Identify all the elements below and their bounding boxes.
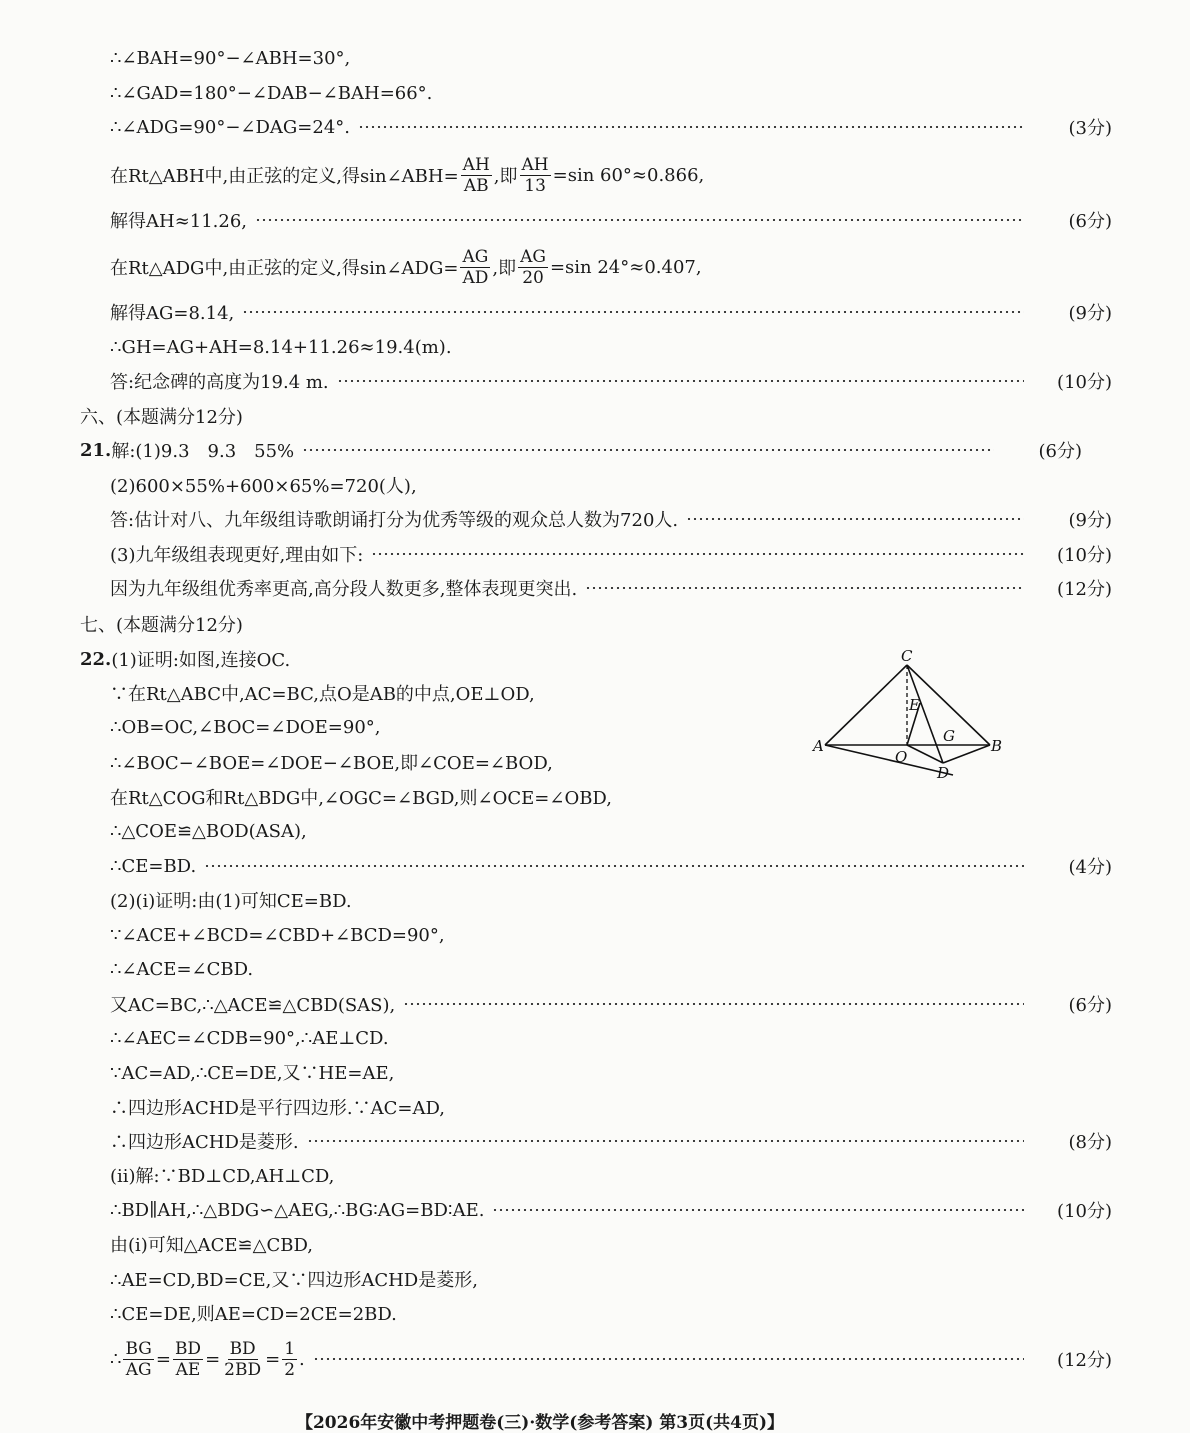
label-c: C bbox=[901, 647, 913, 665]
line-2: ∴∠GAD=180°−∠DAB−∠BAH=66°. bbox=[110, 82, 433, 104]
score-label: (12分) bbox=[1057, 579, 1112, 600]
leader-dots bbox=[255, 219, 1024, 221]
line-8: ∴GH=AG+AH=8.14+11.26≈19.4(m). bbox=[110, 336, 452, 358]
score-label: (6分) bbox=[1068, 211, 1112, 232]
line-31: ∴四边形ACHD是菱形. (8分) bbox=[0, 1124, 1190, 1158]
score-label: (10分) bbox=[1057, 545, 1112, 566]
line-20: ∴∠BOC−∠BOE=∠DOE−∠BOE,即∠COE=∠BOD, bbox=[110, 753, 553, 774]
line-7: 解得AG=8.14, (9分) bbox=[0, 295, 1190, 329]
score-label: (10分) bbox=[1057, 1201, 1112, 1222]
line-26: ∴∠ACE=∠CBD. bbox=[110, 958, 254, 980]
line-29: ∵AC=AD,∴CE=DE,又∵HE=AE, bbox=[110, 1063, 395, 1084]
leader-dots bbox=[337, 380, 1024, 382]
line-3: ∴∠ADG=90°−∠DAG=24°. (3分) bbox=[0, 110, 1190, 144]
line-23: ∴CE=BD. (4分) bbox=[0, 849, 1190, 883]
line-36: ∴CE=DE,则AE=CD=2CE=2BD. bbox=[110, 1304, 397, 1325]
line-5: 解得AH≈11.26, (6分) bbox=[0, 203, 1190, 237]
segment-ad bbox=[825, 745, 953, 775]
line-14: (3)九年级组表现更好,理由如下: (10分) bbox=[0, 537, 1190, 571]
line-19: ∴OB=OC,∠BOC=∠DOE=90°, bbox=[110, 716, 381, 738]
leader-dots bbox=[686, 518, 1024, 520]
line-30: ∴四边形ACHD是平行四边形.∵AC=AD, bbox=[110, 1098, 445, 1119]
line-28: ∴∠AEC=∠CDB=90°,∴AE⊥CD. bbox=[110, 1027, 389, 1049]
label-e: E bbox=[909, 696, 920, 714]
score-label: (10分) bbox=[1057, 372, 1112, 393]
line-15: 因为九年级组优秀率更高,高分段人数更多,整体表现更突出. (12分) bbox=[0, 571, 1190, 605]
leader-dots bbox=[313, 1358, 1024, 1360]
geometry-figure bbox=[805, 645, 1010, 785]
leader-dots bbox=[307, 1140, 1024, 1142]
leader-dots bbox=[403, 1003, 1024, 1005]
score-label: (6分) bbox=[1068, 995, 1112, 1016]
line-4: 在Rt△ABH中,由正弦的定义,得sin∠ABH= $\frac{AH}{AB}$ ,即 $\frac{AH}{13}$ =sin 60°≈0.866, bbox=[110, 154, 705, 196]
label-d: D bbox=[937, 764, 950, 782]
score-label: (3分) bbox=[1068, 118, 1112, 139]
score-label: (12分) bbox=[1057, 1350, 1112, 1371]
leader-dots bbox=[492, 1209, 1024, 1211]
segment-ac bbox=[825, 665, 907, 745]
line-32: (ⅱ)解:∵BD⊥CD,AH⊥CD, bbox=[110, 1166, 335, 1187]
segment-bd bbox=[943, 745, 990, 763]
line-6: 在Rt△ADG中,由正弦的定义,得sin∠ADG= $\frac{AG}{AD}$ ,即 $\frac{AG}{20}$ =sin 24°≈0.407, bbox=[110, 246, 702, 288]
fraction: $\frac{AH}{AB}$ bbox=[462, 154, 490, 196]
page-footer: 【2026年安徽中考押题卷(三)·数学(参考答案) 第3页(共4页)】 bbox=[295, 1413, 785, 1433]
line-34: 由(ⅰ)可知△ACE≌△CBD, bbox=[110, 1235, 313, 1256]
score-label: (9分) bbox=[1068, 510, 1112, 531]
line-13: 答:估计对八、九年级组诗歌朗诵打分为优秀等级的观众总人数为720人. (9分) bbox=[0, 502, 1190, 536]
question-number: 22. bbox=[80, 648, 112, 670]
section-heading-6: 六、(本题满分12分) bbox=[80, 407, 243, 428]
label-b: B bbox=[991, 737, 1003, 755]
leader-dots bbox=[585, 587, 1024, 589]
fraction: $\frac{AG}{AD}$ bbox=[462, 246, 489, 288]
leader-dots bbox=[371, 553, 1024, 555]
line-18: ∵在Rt△ABC中,AC=BC,点O是AB的中点,OE⊥OD, bbox=[110, 684, 535, 705]
question-22-line: 22. (1)证明:如图,连接OC. bbox=[80, 648, 291, 671]
fraction: $\frac{BD}{2BD}$ bbox=[224, 1338, 262, 1380]
line-25: ∵∠ACE+∠BCD=∠CBD+∠BCD=90°, bbox=[110, 924, 445, 946]
score-label: (9分) bbox=[1068, 303, 1112, 324]
leader-dots bbox=[242, 311, 1024, 313]
line-21: 在Rt△COG和Rt△BDG中,∠OGC=∠BGD,则∠OCE=∠OBD, bbox=[110, 788, 612, 809]
line-35: ∴AE=CD,BD=CE,又∵四边形ACHD是菱形, bbox=[110, 1270, 478, 1291]
section-heading-7: 七、(本题满分12分) bbox=[80, 615, 243, 636]
question-21-line: 21. 解:(1)9.3 9.3 55% (6分) bbox=[0, 433, 1160, 467]
line-27: 又AC=BC,∴△ACE≌△CBD(SAS), (6分) bbox=[0, 987, 1190, 1021]
leader-dots bbox=[302, 449, 994, 451]
label-o: O bbox=[895, 748, 908, 766]
line-1: ∴∠BAH=90°−∠ABH=30°, bbox=[110, 47, 351, 69]
fraction: $\frac{AH}{13}$ bbox=[521, 154, 549, 196]
line-24: (2)(ⅰ)证明:由(1)可知CE=BD. bbox=[110, 891, 352, 912]
fraction: $\frac{AG}{20}$ bbox=[520, 246, 546, 288]
line-37: ∴ $\frac{BG}{AG}$ = $\frac{BD}{AE}$ = $\frac{BD}{2BD}$ = $\frac{1}{2}$ . (12分) bbox=[0, 1334, 1190, 1384]
label-g: G bbox=[943, 727, 955, 745]
score-label: (8分) bbox=[1068, 1132, 1112, 1153]
line-9: 答:纪念碑的高度为19.4 m. (10分) bbox=[0, 364, 1190, 398]
fraction: $\frac{BG}{AG}$ bbox=[125, 1338, 152, 1380]
leader-dots bbox=[204, 865, 1024, 867]
fraction: $\frac{BD}{AE}$ bbox=[174, 1338, 202, 1380]
score-label: (6分) bbox=[1038, 441, 1082, 462]
label-a: A bbox=[813, 737, 824, 755]
score-label: (4分) bbox=[1068, 857, 1112, 878]
line-12: (2)600×55%+600×65%=720(人), bbox=[110, 476, 417, 497]
line-33: ∴BD∥AH,∴△BDG∽△AEG,∴BG∶AG=BD∶AE. (10分) bbox=[0, 1193, 1190, 1227]
question-number: 21. bbox=[80, 439, 112, 461]
leader-dots bbox=[358, 126, 1024, 128]
line-22: ∴△COE≌△BOD(ASA), bbox=[110, 820, 307, 842]
fraction: $\frac{1}{2}$ bbox=[284, 1338, 296, 1380]
